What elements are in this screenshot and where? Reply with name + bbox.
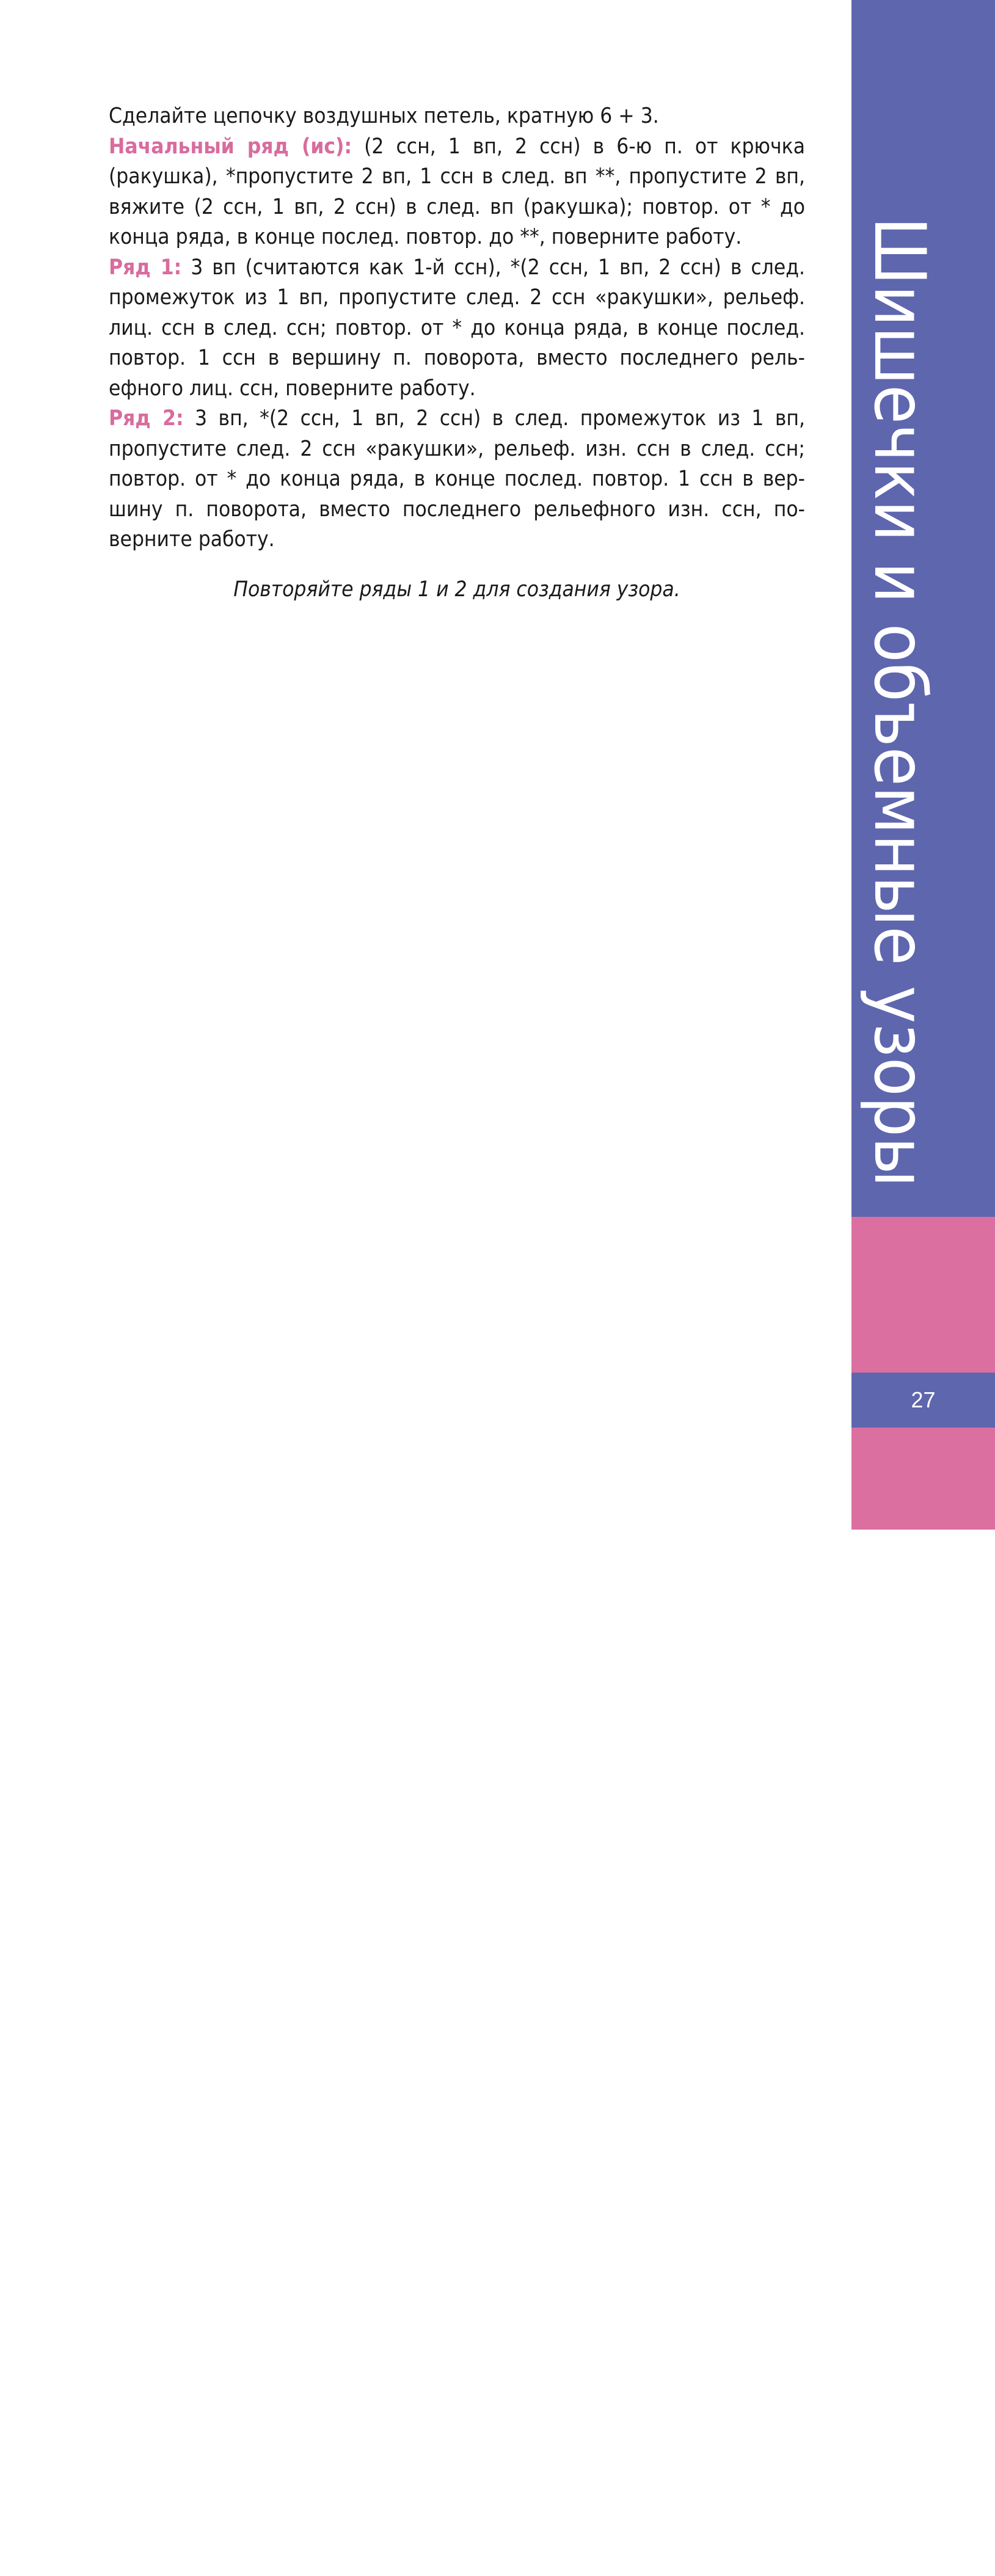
main-text — [109, 101, 805, 605]
row-2-paragraph — [109, 404, 805, 555]
row-2-label: Ряд 2: — [109, 406, 184, 431]
yarn-ball-crochet-hook-icon — [864, 2457, 986, 2576]
sidebar-icon-band — [851, 1217, 995, 1373]
repeat-note: Повторяйте ряды 1 и 2 для создания узора. — [233, 577, 680, 602]
row-1-label: Ряд 1: — [109, 255, 182, 280]
row-start-paragraph — [109, 132, 805, 253]
page-number-band — [851, 1373, 995, 1428]
section-sidebar — [851, 0, 995, 1530]
row-start-text: (2 ссн, 1 вп, 2 ссн) в 6-ю п. от крючка (ракушка), *пропустите 2 вп, 1 ссн в след. вп **, пропустите 2 вп, вяжите (2 ссн, 1 вп, 2 ссн) в след. вп (ракушка); повтор. от * до конца ряда, в конце послед. повтор. до **, поверните работу. — [109, 134, 805, 249]
row-2-text: 3 вп, *(2 ссн, 1 вп, 2 ссн) в след. промежуток из 1 вп, пропустите след. 2 ссн «ракушки», рельеф. изн. ссн в след. ссн; повтор. от * до конца ряда, в конце послед. повтор. 1 ссн в вершину п. поворота, вместо последнего рельефного изн. ссн, поверните работу. — [109, 406, 805, 552]
intro-paragraph: Сделайте цепочку воздушных петель, кратную 6 + 3. — [109, 104, 659, 128]
row-start-label: Начальный ряд (ис): — [109, 134, 352, 159]
sidebar-bottom-band — [851, 1428, 995, 1530]
row-1-text: 3 вп (считаются как 1-й ссн), *(2 ссн, 1 вп, 2 ссн) в след. промежуток из 1 вп, пропустите след. 2 ссн «ракушки», рельеф. лиц. ссн в след. ссн; повтор. от * до конца ряда, в конце послед. повтор. 1 ссн в вершину п. поворота, вместо последнего рельефного лиц. ссн, поверните работу. — [109, 255, 805, 401]
page-number: 27 — [911, 1387, 936, 1412]
sidebar-title-band — [851, 0, 995, 1217]
row-1-paragraph — [109, 253, 805, 404]
section-title: Шишечки и объемные узоры — [858, 217, 941, 1188]
